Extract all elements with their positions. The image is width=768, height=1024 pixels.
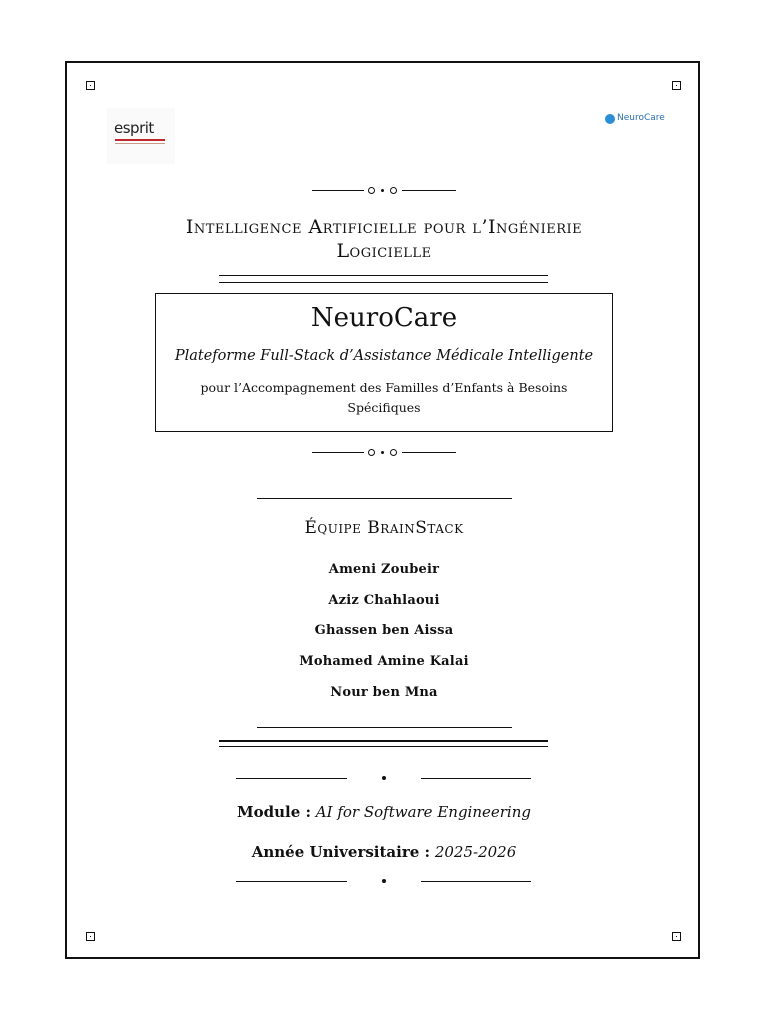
esprit-logo-text: esprit (114, 119, 154, 137)
project-subtitle: Plateforme Full-Stack d’Assistance Médicale Intelligente (174, 348, 594, 364)
team-member: Mohamed Amine Kalai (299, 654, 469, 669)
ornament-middle (310, 447, 458, 459)
module-label: Module : (237, 803, 312, 821)
info-rule-right-bottom (421, 881, 531, 882)
info-bullet-bottom (382, 879, 386, 883)
course-title-line-2: Logicielle (336, 240, 432, 262)
project-name: NeuroCare (310, 303, 458, 333)
esprit-logo-stripe (115, 139, 165, 141)
neurocare-logo (593, 108, 666, 132)
info-rule-left-bottom (236, 881, 347, 882)
info-bullet-top (382, 776, 386, 780)
corner-mark-top-right (672, 81, 681, 90)
neurocare-logo-text: NeuroCare (617, 113, 665, 123)
year-value: 2025-2026 (434, 843, 517, 861)
brain-icon (605, 114, 615, 124)
course-title-line-1: Intelligence Artificielle pour l’Ingénierie (185, 216, 583, 238)
team-member: Nour ben Mna (330, 685, 438, 700)
corner-mark-bottom-right (672, 932, 681, 941)
double-rule-1 (219, 740, 548, 742)
corner-mark-bottom-left (86, 932, 95, 941)
ornament-top (310, 185, 458, 197)
team-rule-top (257, 498, 512, 499)
double-rule-2 (219, 746, 548, 747)
project-box (155, 293, 613, 432)
course-title (120, 215, 648, 263)
team-member: Ghassen ben Aissa (314, 623, 454, 638)
title-rule-2 (219, 282, 548, 283)
team-member: Aziz Chahlaoui (328, 593, 440, 608)
year-label: Année Universitaire : (251, 843, 431, 861)
esprit-logo-stripe-2 (115, 143, 165, 144)
module-line (0, 803, 768, 821)
project-description: pour l’Accompagnement des Familles d’Enfants à Besoins Spécifiques (200, 380, 568, 415)
team-member: Ameni Zoubeir (328, 562, 440, 577)
esprit-logo (107, 108, 175, 164)
team-rule-bottom (257, 727, 512, 728)
module-value: AI for Software Engineering (315, 803, 531, 821)
info-rule-left-top (236, 778, 347, 779)
title-rule-1 (219, 275, 548, 276)
info-rule-right-top (421, 778, 531, 779)
team-title: Équipe BrainStack (304, 518, 464, 538)
year-line (0, 843, 768, 861)
corner-mark-top-left (86, 81, 95, 90)
